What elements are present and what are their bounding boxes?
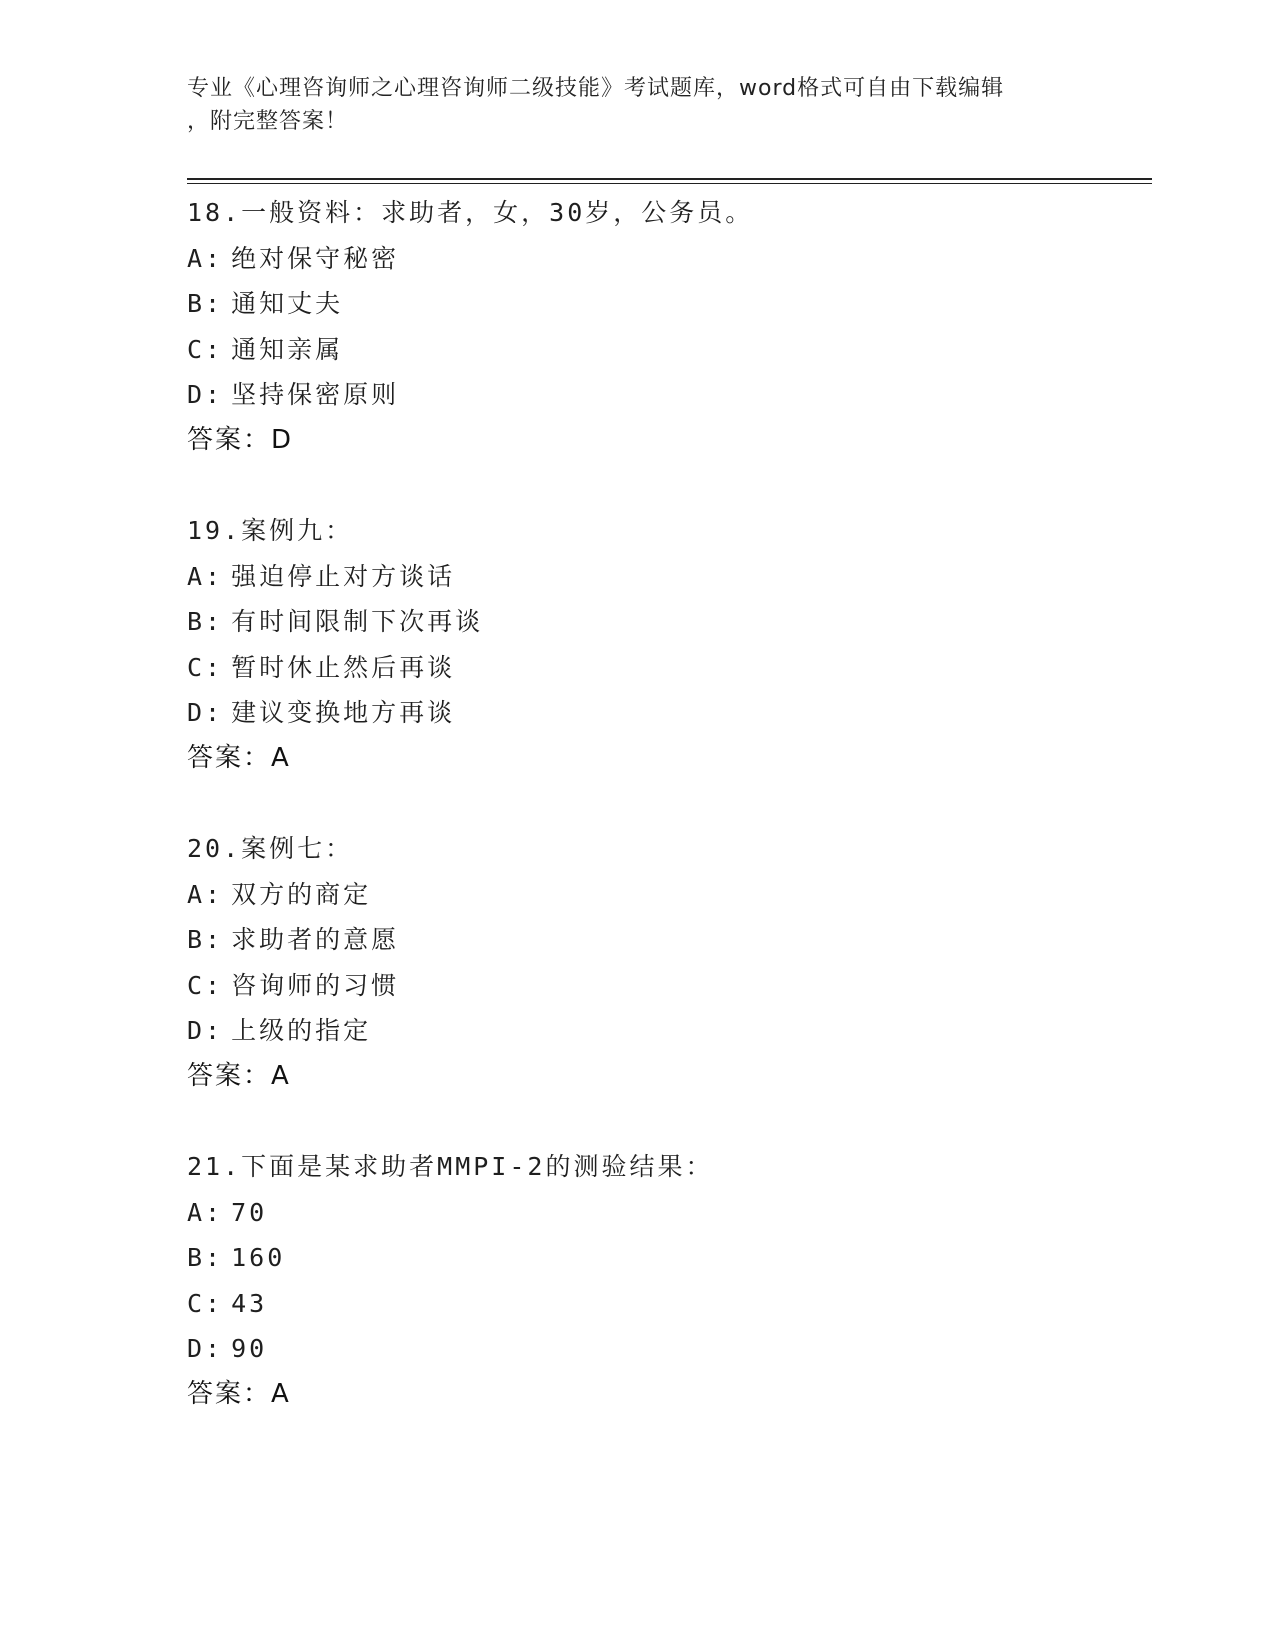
- option-text: 上级的指定: [231, 1016, 372, 1045]
- option-d: [187, 690, 1147, 736]
- option-key: C:: [187, 1288, 224, 1318]
- option-text: 双方的商定: [231, 879, 372, 909]
- option-key: B:: [187, 1243, 224, 1272]
- option-d: [187, 1326, 1147, 1372]
- option-c: [187, 645, 1147, 691]
- question-20: [187, 826, 1147, 1099]
- option-b: [187, 917, 1147, 963]
- option-a: [187, 1190, 1147, 1236]
- question-stem: 20.案例七：: [187, 834, 354, 863]
- option-c: [187, 963, 1147, 1009]
- option-text: 绝对保守秘密: [231, 243, 400, 273]
- option-text: 坚持保密原则: [231, 380, 400, 409]
- option-c: [187, 1281, 1147, 1327]
- question-19: [187, 508, 1147, 781]
- option-key: D:: [187, 380, 224, 409]
- option-a: [187, 236, 1147, 282]
- option-key: C:: [187, 970, 224, 1000]
- option-key: B:: [187, 607, 224, 636]
- option-text: 强迫停止对方谈话: [231, 561, 456, 591]
- answer-line: 答案：A: [187, 742, 291, 773]
- option-d: [187, 1008, 1147, 1054]
- document-header: [187, 72, 1087, 138]
- option-b: [187, 281, 1147, 327]
- question-21: [187, 1144, 1147, 1417]
- option-d: [187, 372, 1147, 418]
- option-text: 暂时休止然后再谈: [231, 652, 456, 682]
- option-key: B:: [187, 289, 224, 318]
- option-a: [187, 872, 1147, 918]
- option-key: D:: [187, 1016, 224, 1045]
- option-key: D:: [187, 698, 224, 727]
- answer-line: 答案：A: [187, 1378, 291, 1409]
- question-18: [187, 190, 1147, 463]
- option-text: 通知丈夫: [231, 289, 344, 318]
- option-b: [187, 599, 1147, 645]
- question-stem: 21.下面是某求助者MMPI-2的测验结果：: [187, 1152, 714, 1181]
- option-text: 通知亲属: [231, 334, 344, 364]
- option-text: 90: [231, 1334, 268, 1363]
- question-stem: 18.一般资料：求助者，女，30岁，公务员。: [187, 198, 754, 227]
- option-text: 160: [231, 1243, 286, 1272]
- option-c: [187, 327, 1147, 373]
- answer-line: 答案：A: [187, 1060, 291, 1091]
- option-key: C:: [187, 652, 224, 682]
- question-list: [187, 190, 1147, 1417]
- option-key: B:: [187, 925, 224, 954]
- option-a: [187, 554, 1147, 600]
- option-key: A:: [187, 561, 224, 591]
- option-text: 建议变换地方再谈: [231, 698, 456, 727]
- option-text: 43: [231, 1288, 268, 1318]
- option-key: C:: [187, 334, 224, 364]
- header-line-2: ，附完整答案！: [187, 109, 349, 134]
- option-key: A:: [187, 879, 224, 909]
- option-text: 有时间限制下次再谈: [231, 607, 484, 636]
- question-stem: 19.案例九：: [187, 516, 354, 545]
- option-key: A:: [187, 1197, 224, 1227]
- option-text: 咨询师的习惯: [231, 970, 400, 1000]
- answer-line: 答案：D: [187, 424, 294, 455]
- header-divider-thin: [187, 183, 1152, 184]
- option-text: 70: [231, 1197, 268, 1227]
- option-key: A:: [187, 243, 224, 273]
- header-divider-thick: [187, 178, 1152, 180]
- header-line-1: 专业《心理咨询师之心理咨询师二级技能》考试题库，word格式可自由下载编辑: [187, 76, 1005, 101]
- option-b: [187, 1235, 1147, 1281]
- option-text: 求助者的意愿: [231, 925, 400, 954]
- option-key: D:: [187, 1334, 224, 1363]
